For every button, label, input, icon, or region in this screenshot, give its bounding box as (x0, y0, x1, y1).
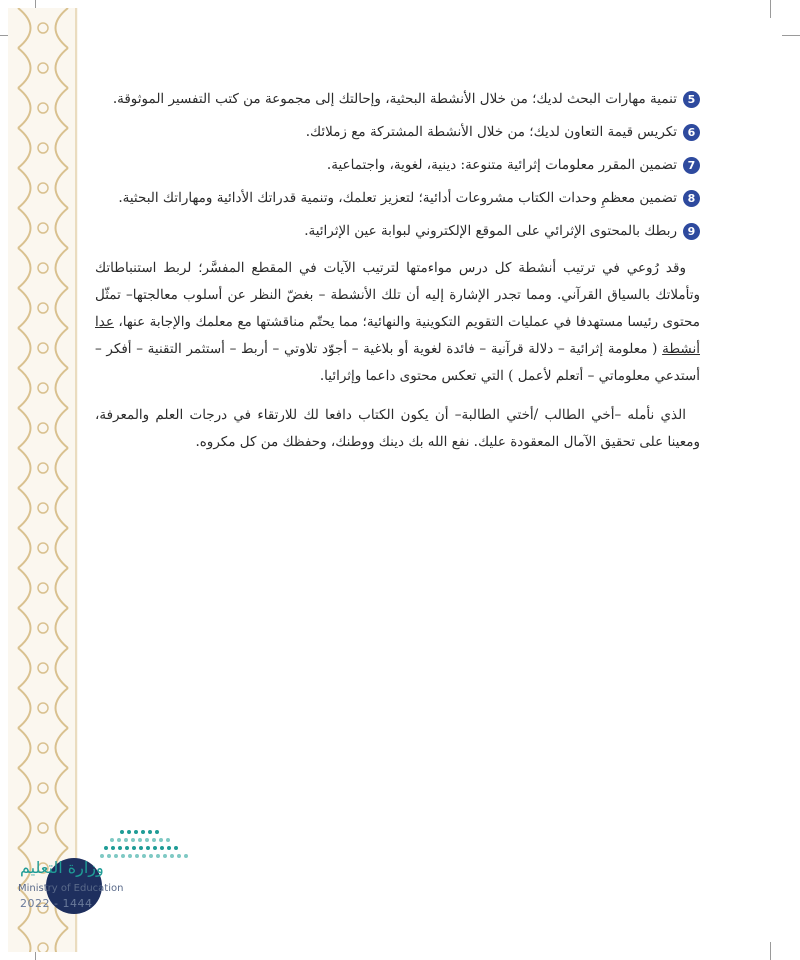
item-number-badge: 6 (683, 124, 700, 141)
paragraph-text: وقد رُوعي في ترتيب أنشطة كل درس مواءمتها لترتيب الآيات في المقطع المفسَّر؛ لربط استنباطاتك وتأملاتك بالسياق القرآني. ومما تجدر الإشارة إليه أن تلك الأنشطة – بغضّ النظر عن أسلوب معالجتها– تمثّل محتوى رئيسا مستهدفا في عمليات التقويم التكوينية والنهائية؛ مما يحتّم مناقشتها مع معلمك والإجابة عنها، (95, 260, 700, 330)
crop-mark (770, 0, 771, 18)
item-text: تضمين المقرر معلومات إثرائية متنوعة: دينية، لغوية، واجتماعية. (326, 157, 677, 173)
item-number-badge: 9 (683, 223, 700, 240)
objective-item (95, 185, 700, 212)
logo-english: Ministry of Education (18, 883, 124, 894)
paragraph-closing: الذي نأمله –أخي الطالب /أختي الطالبة– أن يكون الكتاب دافعا لك للارتقاء في درجات العلم والمعرفة، ومعينا على تحقيق الآمال المعقودة عليك. نفع الله بك دينك ووطنك، وحفظك من كل مكروه. (95, 407, 700, 450)
paragraph-activities (95, 255, 700, 390)
item-text: تضمين معظمِ وحدات الكتاب مشروعات أدائية؛ لتعزيز تعلمك، وتنمية قدراتك الأدائية ومهاراتك البحثية. (118, 190, 677, 206)
underlined-text: عدا أنشطة (95, 314, 700, 357)
crop-mark (770, 942, 771, 960)
objective-item (95, 218, 700, 245)
paragraph-text: ( معلومة إثرائية – دلالة قرآنية – فائدة لغوية أو بلاغية – أجوّد تلاوتي – أربط – أستثمر التقنية – أفكر – أستدعي معلوماتي – أتعلم لأعمل ) التي تعكس محتوى داعما وإثرائيا. (95, 341, 700, 384)
objective-item (95, 86, 700, 113)
logo-year: 2022 - 1444 (20, 897, 93, 910)
decorative-border (8, 8, 78, 952)
page-content (95, 86, 700, 456)
logo-arabic: وزارة التعليم (20, 858, 104, 877)
item-number-badge: 5 (683, 91, 700, 108)
item-text: تكريس قيمة التعاون لديك؛ من خلال الأنشطة المشتركة مع زملائك. (305, 124, 677, 140)
logo-dots-icon (100, 828, 192, 864)
crop-mark (782, 35, 800, 36)
item-number-badge: 7 (683, 157, 700, 174)
item-text: ربطك بالمحتوى الإثرائي على الموقع الإلكتروني لبوابة عين الإثرائية. (304, 223, 677, 239)
objectives-list (95, 86, 700, 245)
item-number-badge: 8 (683, 190, 700, 207)
objective-item (95, 119, 700, 146)
objective-item (95, 152, 700, 179)
item-text: تنمية مهارات البحث لديك؛ من خلال الأنشطة البحثية، وإحالتك إلى مجموعة من كتب التفسير الموثوقة. (112, 91, 677, 107)
